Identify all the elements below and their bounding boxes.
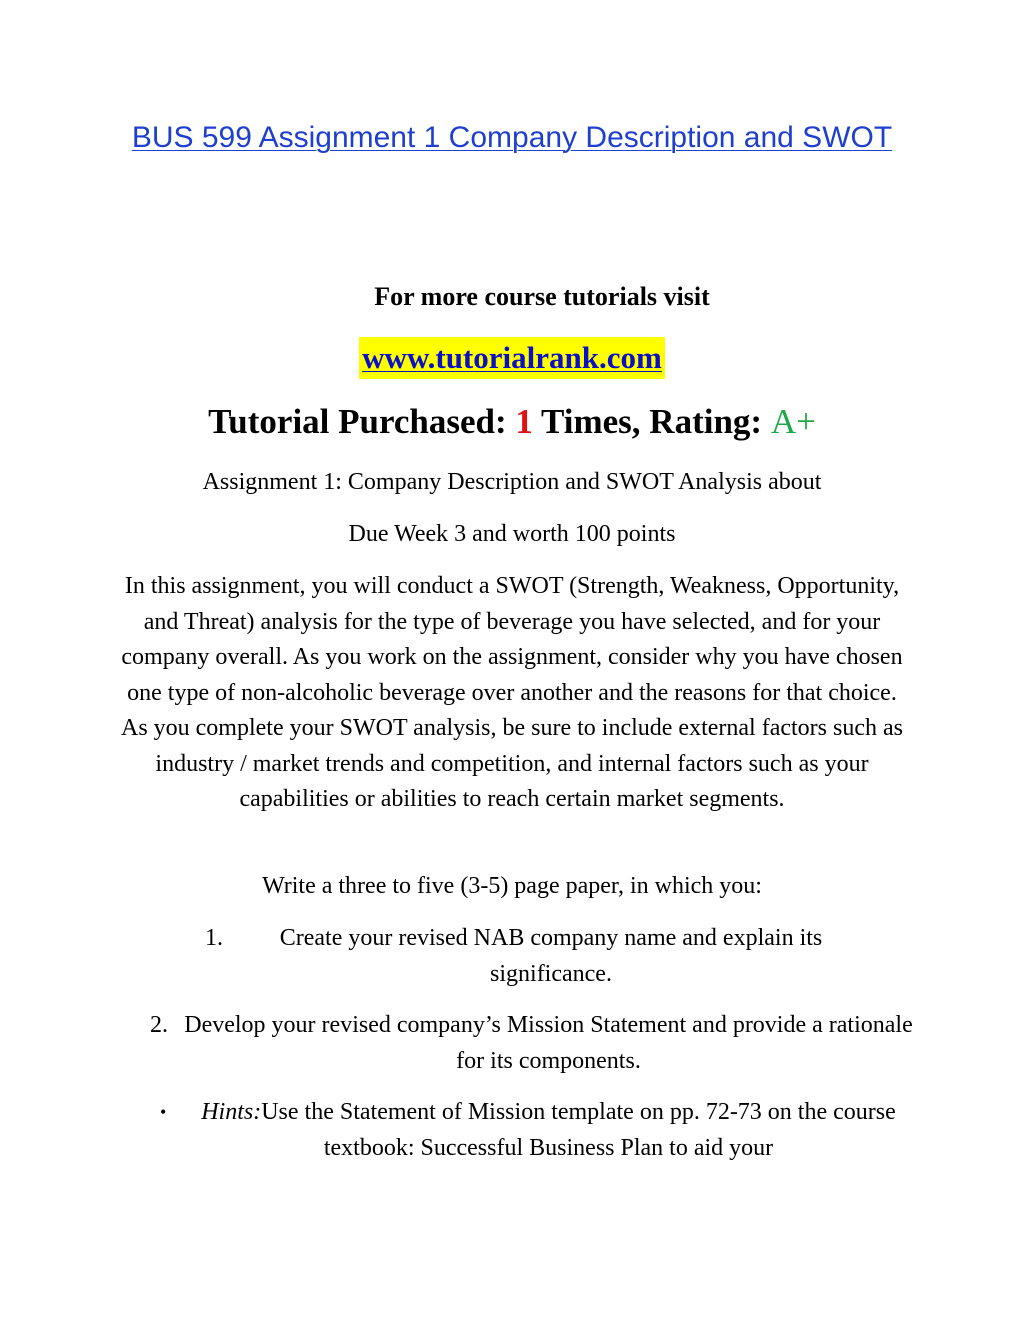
- rating-grade: A+: [770, 402, 816, 441]
- list-number: 2.: [150, 1012, 168, 1038]
- list-number: 1.: [205, 925, 223, 951]
- purchase-rating-line: [0, 400, 1024, 444]
- times-rating-label: Times, Rating:: [541, 402, 763, 441]
- list-item: [150, 1008, 915, 1079]
- document-title-link[interactable]: BUS 599 Assignment 1 Company Description and SWOT: [131, 121, 893, 154]
- write-instruction: Write a three to five (3-5) page paper, in which you:: [262, 873, 762, 899]
- hint-text-block: [150, 1095, 915, 1166]
- tutorial-site-link[interactable]: www.tutorialrank.com: [359, 337, 665, 379]
- hint-label: Hints:: [201, 1099, 262, 1125]
- due-line: Due Week 3 and worth 100 points: [348, 521, 676, 547]
- assignment-heading: Assignment 1: Company Description and SWOT Analysis about: [202, 469, 822, 495]
- hint-item: [150, 1095, 915, 1166]
- promo-site-row: [0, 337, 1024, 379]
- list-item: [205, 921, 865, 992]
- purchased-count: 1: [515, 402, 533, 441]
- list-item-text: Create your revised NAB company name and explain its significance.: [279, 925, 823, 987]
- hint-text: Use the Statement of Mission template on pp. 72-73 on the course textbook: Successful Business Plan to aid your: [261, 1099, 896, 1161]
- promo-visit-text: For more course tutorials visit: [374, 282, 710, 311]
- intro-paragraph: In this assignment, you will conduct a SWOT (Strength, Weakness, Opportunity, and Threat) analysis for the type of beverage you have selected, and for your company overall. As you work on the assignment, consider why you have chosen one type of non-alcoholic beverage over another and the reasons for that choice. As you complete your SWOT analysis, be sure to include external factors such as industry / market trends and competition, and internal factors such as your capabilities or abilities to reach certain market segments.: [120, 573, 903, 812]
- list-item-text: Develop your revised company’s Mission Statement and provide a rationale for its components.: [184, 1012, 913, 1074]
- bullet-icon: •: [160, 1102, 167, 1122]
- purchased-label: Tutorial Purchased:: [208, 402, 507, 441]
